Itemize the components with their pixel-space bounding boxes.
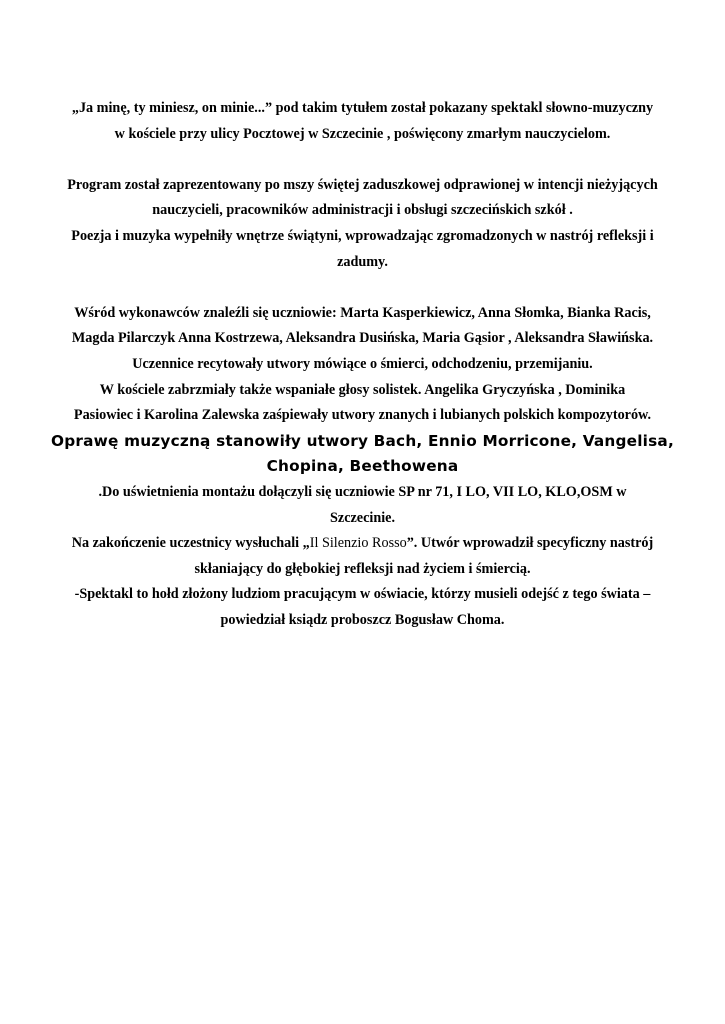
performers-line-5: Pasiowiec i Karolina Zalewska zaśpiewały utwory znanych i lubianych polskich kompozytorów.	[73, 407, 652, 424]
quote-line-2: powiedział ksiądz proboszcz Bogusław Choma.	[220, 611, 505, 628]
quote-line-1: -Spektakl to hołd złożony ludziom pracującym w oświacie, którzy musieli odejść z tego świata –	[74, 586, 651, 603]
song-title: Il Silenzio Rosso	[309, 535, 407, 552]
performers-line-2: Magda Pilarczyk Anna Kostrzewa, Aleksandra Dusińska, Maria Gąsior , Aleksandra Sławińska.	[71, 330, 654, 347]
montage-line-1: .Do uświetnienia montażu dołączyli się uczniowie SP nr 71, I LO, VII LO, KLO,OSM w	[98, 483, 627, 500]
ending-line-1-before: Na zakończenie uczestnicy wysłuchali „	[71, 535, 310, 552]
program-line-2: nauczycieli, pracowników administracji i obsługi szczecińskich szkół .	[152, 202, 573, 219]
music-line-1: Oprawę muzyczną stanowiły utwory Bach, Ennio Morricone, Vangelisa,	[51, 431, 674, 450]
ending-line-1-after: ”. Utwór wprowadził specyficzny nastrój	[406, 535, 654, 552]
intro-line-2: w kościele przy ulicy Pocztowej w Szczecinie , poświęcony zmarłym nauczycielom.	[114, 125, 611, 142]
program-line-4: zadumy.	[337, 253, 388, 270]
paragraph-spacer	[50, 275, 675, 301]
program-line-3: Poezja i muzyka wypełniły wnętrze świątyni, wprowadzając zgromadzonych w nastrój refleksji i	[71, 227, 654, 244]
intro-line-1: „Ja minę, ty miniesz, on minie...” pod takim tytułem został pokazany spektakl słowno-muzyczny	[71, 100, 654, 116]
paragraph-spacer	[50, 147, 675, 173]
music-line-2: Chopina, Beethowena	[266, 457, 459, 476]
ending-line-1	[50, 531, 675, 557]
performers-line-1: Wśród wykonawców znaleźli się uczniowie: Marta Kasperkiewicz, Anna Słomka, Bianka Racis,	[74, 304, 651, 321]
ending-line-2: skłaniający do głębokiej refleksji nad życiem i śmiercią.	[194, 560, 531, 577]
montage-line-2: Szczecinie.	[330, 509, 395, 526]
performers-line-3: Uczennice recytowały utwory mówiące o śmierci, odchodzeniu, przemijaniu.	[132, 355, 593, 372]
program-line-1: Program został zaprezentowany po mszy świętej zaduszkowej odprawionej w intencji nieżyjących	[67, 176, 658, 193]
performers-line-4: W kościele zabrzmiały także wspaniałe głosy solistek. Angelika Gryczyńska , Dominika	[99, 381, 626, 398]
document-body	[50, 96, 675, 633]
